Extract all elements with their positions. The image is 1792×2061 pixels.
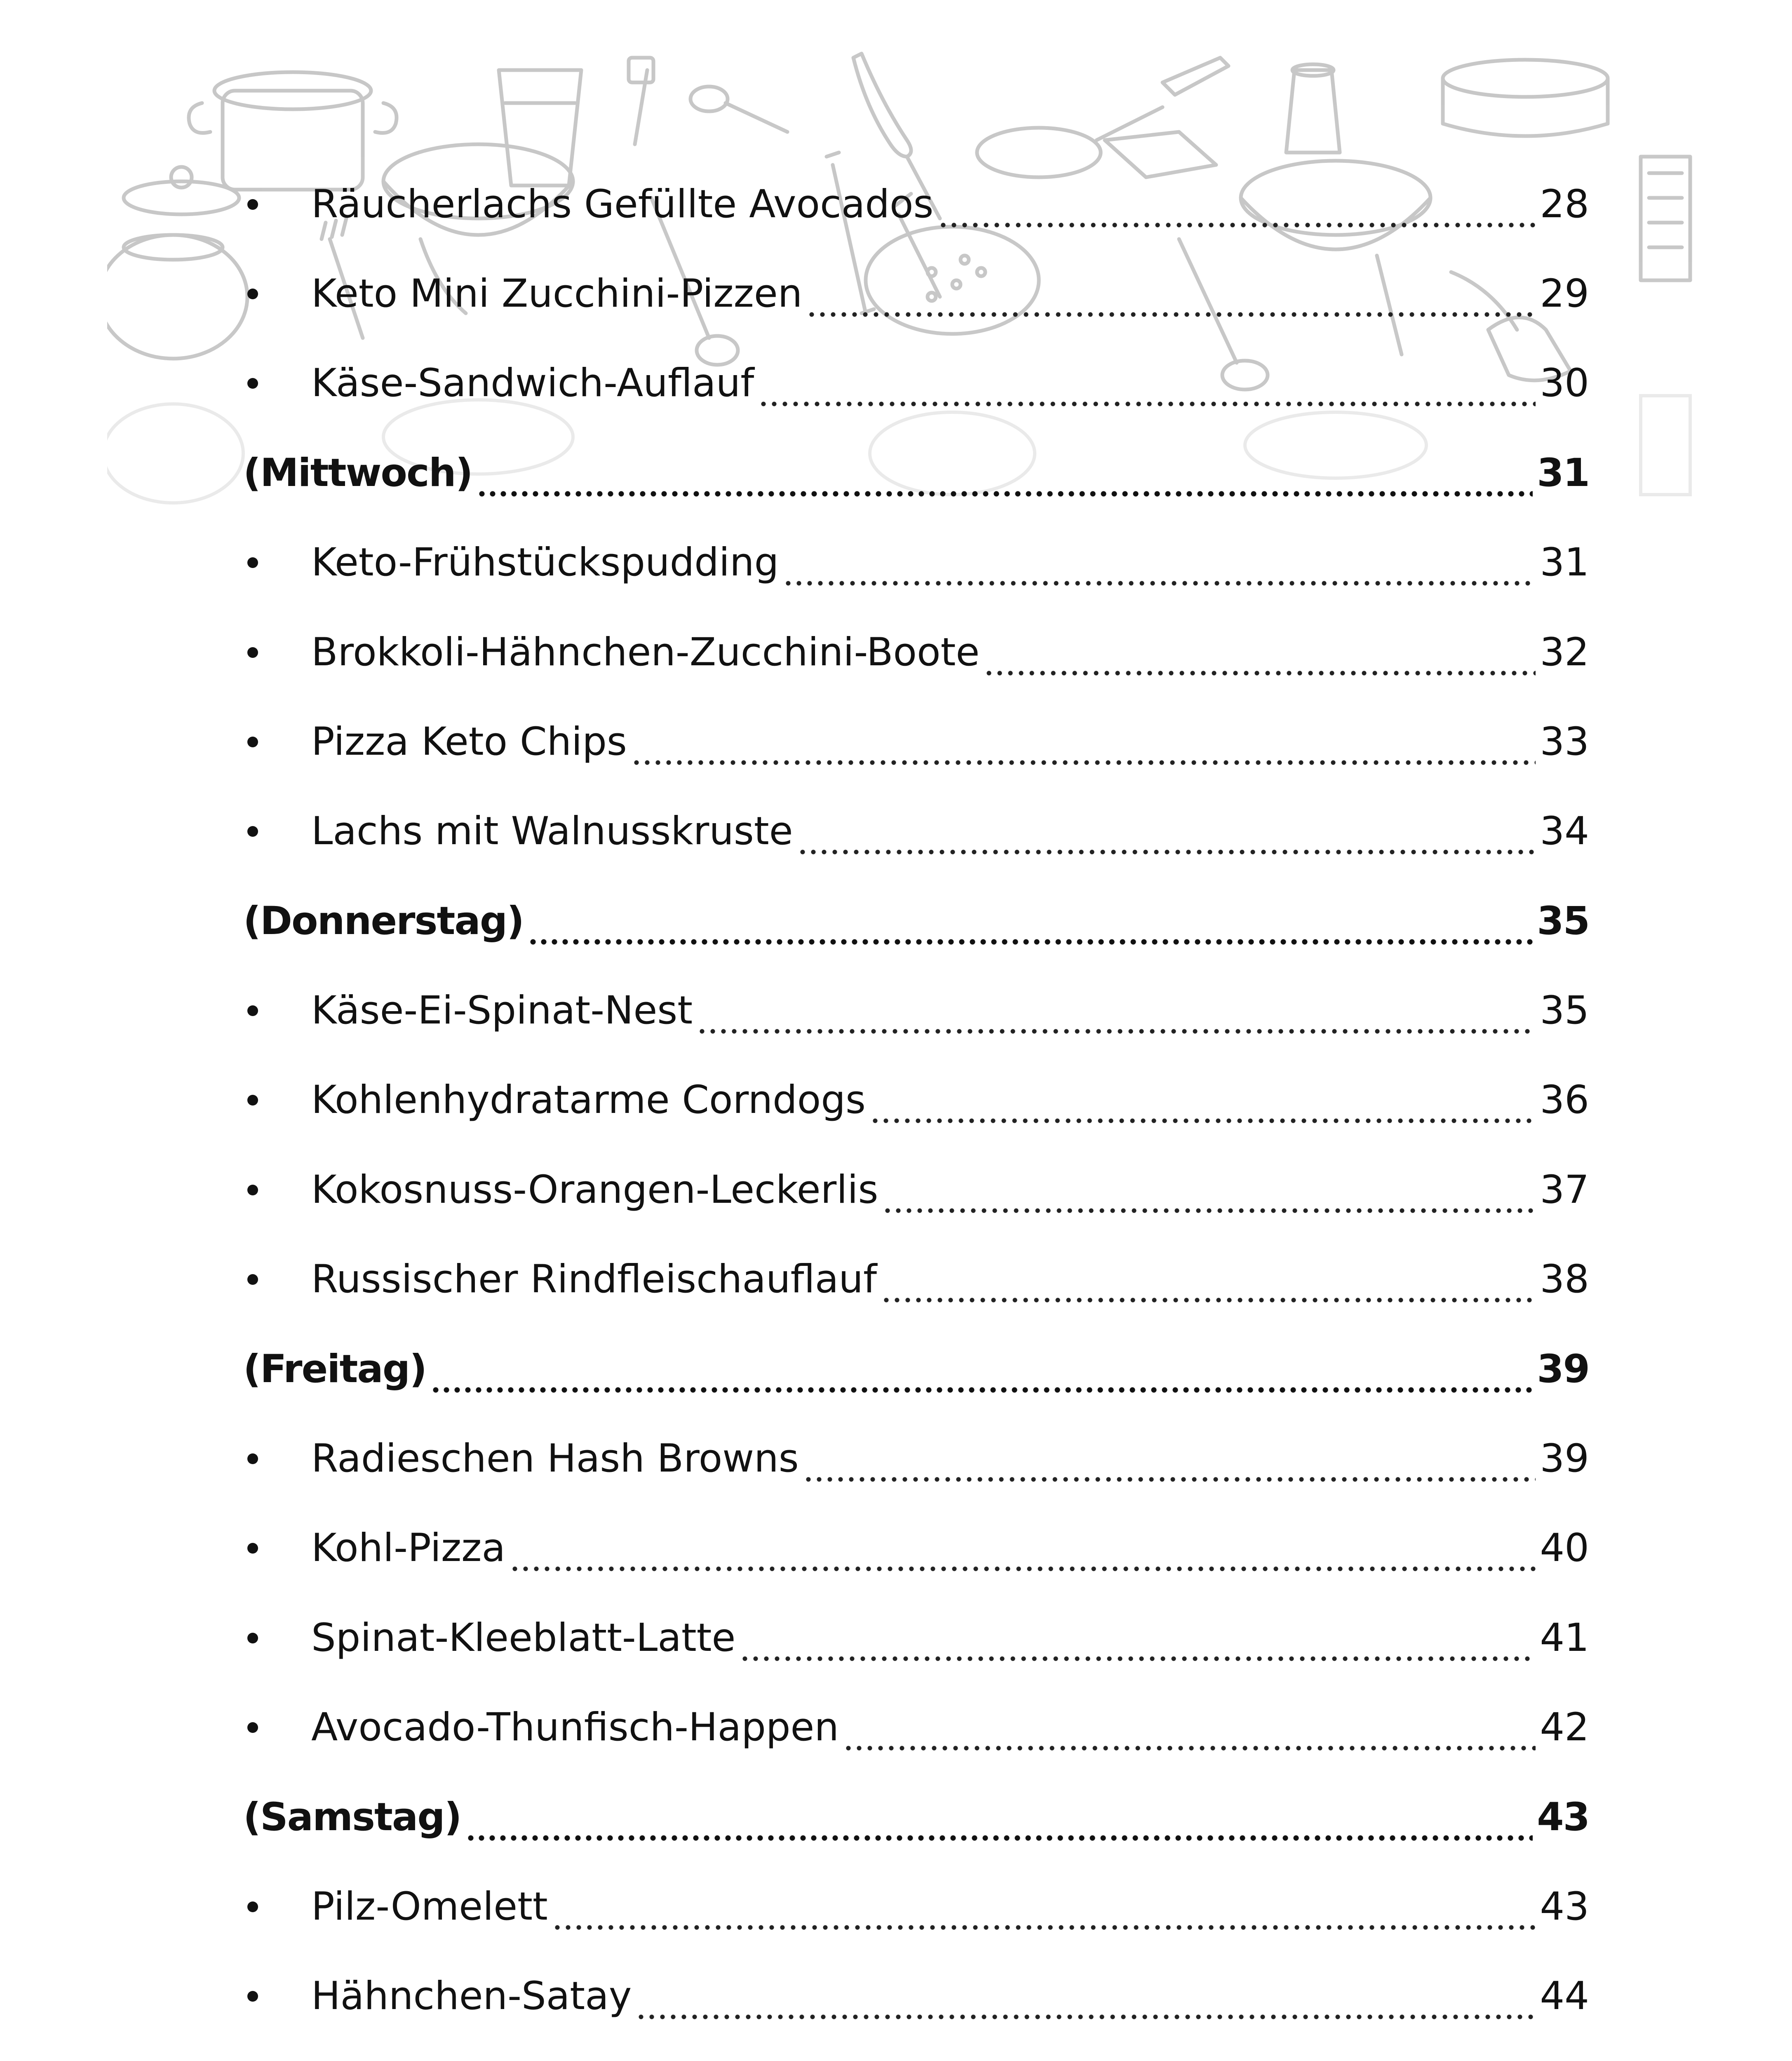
dot-leader	[528, 890, 1533, 952]
toc-entry-page: 37	[1540, 1167, 1589, 1212]
bullet-icon	[247, 1274, 258, 1285]
toc-entry[interactable]	[247, 1697, 1589, 1758]
toc-entry-title: Lachs mit Walnusskruste	[311, 809, 793, 854]
toc-entry-title: Avocado-Thunfisch-Happen	[311, 1705, 839, 1750]
toc-entry[interactable]	[247, 1069, 1589, 1131]
dot-leader	[636, 1965, 1536, 2027]
toc-entry[interactable]	[247, 711, 1589, 773]
toc-entry-title: Kokosnuss-Orangen-Leckerlis	[311, 1167, 878, 1212]
grater-icon	[1641, 157, 1690, 280]
dot-leader	[783, 532, 1536, 594]
toc-entry-title: Keto-Frühstückspudding	[311, 540, 779, 585]
pot-icon	[189, 72, 397, 190]
toc-entry-title: Räucherlachs Gefüllte Avocados	[311, 182, 934, 227]
cutting-board-icon	[1105, 58, 1228, 177]
dot-leader	[944, 2055, 1536, 2061]
dot-leader	[465, 1786, 1533, 1848]
dot-leader	[697, 980, 1536, 1042]
toc-entry[interactable]	[247, 622, 1589, 683]
toc-entry-title: Brokkoli-Hähnchen-Zucchini-Boote	[311, 630, 980, 675]
bullet-icon	[247, 1543, 258, 1554]
toc-entry-title	[311, 2055, 940, 2061]
dot-leader	[510, 1517, 1536, 1579]
bullet-icon	[247, 737, 258, 747]
bullet-icon	[247, 1005, 258, 1016]
toc-section-page: 43	[1537, 1795, 1589, 1840]
toc-entry-page: 34	[1540, 809, 1589, 854]
toc-section-page: 35	[1537, 899, 1589, 944]
dot-leader	[477, 442, 1533, 504]
toc-entry-page: 30	[1540, 361, 1589, 406]
toc-entry-page: 42	[1540, 1705, 1589, 1750]
bullet-icon	[247, 826, 258, 837]
dot-leader	[984, 622, 1536, 683]
bullet-icon	[247, 1722, 258, 1733]
toc-entry[interactable]	[247, 1517, 1589, 1579]
toc-entry[interactable]	[247, 174, 1589, 235]
toc-section-page: 31	[1537, 451, 1589, 495]
toc-entry-title: Hähnchen-Satay	[311, 1974, 632, 2019]
toc-entry-page: 43	[1540, 1884, 1589, 1929]
toc-entry[interactable]	[247, 800, 1589, 862]
bullet-icon	[247, 1633, 258, 1643]
toc-entry-page: 31	[1540, 540, 1589, 585]
bullet-icon	[247, 647, 258, 658]
toc-section-heading[interactable]	[243, 1338, 1589, 1400]
toc-entry[interactable]	[247, 1876, 1589, 1938]
toc-section-heading[interactable]	[243, 1786, 1589, 1848]
toc-entry[interactable]	[247, 352, 1589, 414]
dot-leader	[430, 1338, 1533, 1400]
toc-entry-title: Pizza Keto Chips	[311, 719, 627, 764]
toc-section-heading[interactable]	[243, 442, 1589, 504]
toc-entry-page: 39	[1540, 1436, 1589, 1481]
spoon-icon	[629, 58, 787, 144]
bullet-icon	[247, 199, 258, 210]
dot-leader	[938, 174, 1536, 235]
dot-leader	[882, 1159, 1536, 1221]
toc-entry-title: Kohlenhydratarme Corndogs	[311, 1077, 866, 1122]
dot-leader	[803, 1428, 1536, 1490]
round-pot-icon	[107, 235, 247, 359]
toc-entry-page: 44	[1540, 1974, 1589, 2019]
dot-leader	[806, 263, 1536, 325]
dot-leader	[797, 800, 1536, 862]
bullet-icon	[247, 378, 258, 389]
toc-section-title: (Mittwoch)	[243, 451, 472, 495]
toc-entry-page	[1540, 2055, 1589, 2061]
baking-tin-icon	[1443, 60, 1608, 136]
toc-entry-page: 33	[1540, 719, 1589, 764]
bullet-icon	[247, 1901, 258, 1912]
toc-entry-title: Kohl-Pizza	[311, 1526, 506, 1570]
toc-entry[interactable]	[247, 1428, 1589, 1490]
bullet-icon	[247, 1453, 258, 1464]
toc-entry-page: 28	[1540, 182, 1589, 227]
bullet-icon	[247, 1991, 258, 2002]
toc-entry[interactable]	[247, 1607, 1589, 1669]
toc-entry-page: 36	[1540, 1077, 1589, 1122]
toc-entry-title: Käse-Ei-Spinat-Nest	[311, 988, 693, 1033]
toc-entry[interactable]	[247, 1249, 1589, 1310]
toc-section-title: (Donnerstag)	[243, 899, 524, 944]
dot-leader	[843, 1697, 1536, 1758]
toc-entry[interactable]	[247, 2055, 1589, 2061]
toc-entry-page: 35	[1540, 988, 1589, 1033]
toc-entry[interactable]	[247, 532, 1589, 594]
bullet-icon	[247, 1185, 258, 1195]
toc-entry-title: Keto Mini Zucchini-Pizzen	[311, 271, 803, 316]
toc-entry-title: Pilz-Omelett	[311, 1884, 548, 1929]
toc-entry[interactable]	[247, 1965, 1589, 2027]
toc-entry-page: 41	[1540, 1615, 1589, 1660]
toc-entry-title: Russischer Rindfleischauflauf	[311, 1257, 877, 1302]
toc-entry-page: 38	[1540, 1257, 1589, 1302]
toc-entry[interactable]	[247, 263, 1589, 325]
bullet-icon	[247, 289, 258, 299]
toc-entry-title: Spinat-Kleeblatt-Latte	[311, 1615, 736, 1660]
toc-entry-title: Radieschen Hash Browns	[311, 1436, 799, 1481]
toc-entry[interactable]	[247, 1159, 1589, 1221]
toc-section-heading[interactable]	[243, 890, 1589, 952]
bullet-icon	[247, 557, 258, 568]
dot-leader	[552, 1876, 1536, 1938]
dot-leader	[870, 1069, 1536, 1131]
dot-leader	[740, 1607, 1536, 1669]
toc-entry[interactable]	[247, 980, 1589, 1042]
dot-leader	[881, 1249, 1536, 1310]
toc-section-page: 39	[1537, 1347, 1589, 1392]
toc-entry-page: 32	[1540, 630, 1589, 675]
dot-leader	[758, 352, 1536, 414]
toc-section-title: (Freitag)	[243, 1347, 427, 1392]
bullet-icon	[247, 1095, 258, 1106]
toc-entry-page: 40	[1540, 1526, 1589, 1570]
toc-entry-title: Käse-Sandwich-Auflauf	[311, 361, 754, 406]
pitcher-icon	[1286, 64, 1340, 153]
dot-leader	[631, 711, 1536, 773]
toc-section-title: (Samstag)	[243, 1795, 461, 1840]
toc-entry-page: 29	[1540, 271, 1589, 316]
